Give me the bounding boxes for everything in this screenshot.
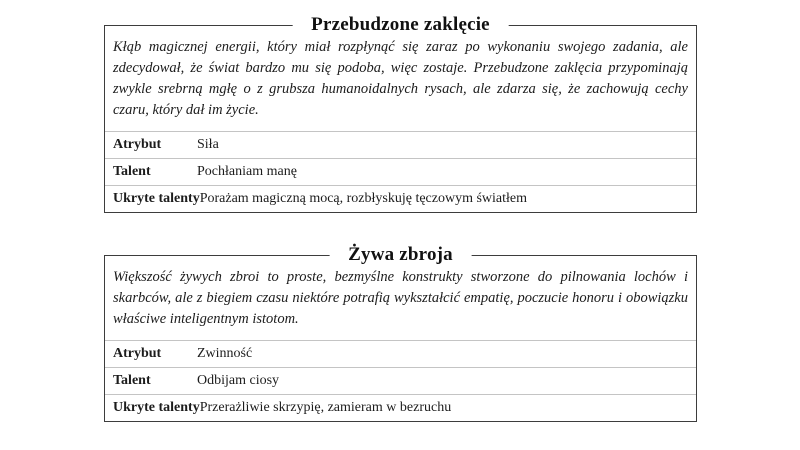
stat-table — [105, 131, 696, 212]
stat-label: Talent — [113, 164, 151, 179]
stat-block-living-armor — [104, 244, 697, 422]
stat-value: Odbijam ciosy — [197, 373, 280, 388]
stat-label: Atrybut — [113, 137, 162, 152]
stat-row-talent — [105, 367, 696, 394]
stat-row-hidden-talents — [105, 185, 696, 212]
stat-value: Przerażliwie skrzypię, zamieram w bezruchu — [199, 400, 452, 415]
stat-value: Pochłaniam manę — [197, 164, 297, 179]
stat-table — [105, 340, 696, 421]
stat-value: Porażam magiczną mocą, rozbłyskuję tęczowym światłem — [199, 191, 528, 206]
stat-label: Ukryte talenty — [113, 191, 200, 206]
card-description: Kłąb magicznej energii, który miał rozpłynąć się zaraz po wykonaniu swojego zadania, ale zdecydował, że świat bardzo mu się podoba, więc zostaje. Przebudzone zaklęcia przypominają zwykle srebrną mgłę o z grubsza humanoidalnych rysach, ale zdarza się, że zachowują cechy czaru, który dał im życie. — [113, 39, 688, 118]
stat-label: Atrybut — [113, 346, 162, 361]
stat-block-awakened-spell — [104, 14, 697, 213]
stat-label: Talent — [113, 373, 151, 388]
stat-value: Siła — [197, 137, 219, 152]
stat-row-hidden-talents — [105, 394, 696, 421]
card-description: Większość żywych zbroi to proste, bezmyślne konstrukty stworzone do pilnowania lochów i skarbców, ale z biegiem czasu niektóre potrafią wykształcić empatię, poczucie honoru i obowiązku właściwe inteligentnym istotom. — [113, 269, 688, 327]
stat-value: Zwinność — [197, 346, 253, 361]
card-title: Przebudzone zaklęcie — [292, 13, 509, 37]
stat-row-attribute — [105, 340, 696, 367]
stat-label: Ukryte talenty — [113, 400, 200, 415]
card-title: Żywa zbroja — [329, 243, 472, 267]
stat-row-talent — [105, 158, 696, 185]
stat-row-attribute — [105, 131, 696, 158]
